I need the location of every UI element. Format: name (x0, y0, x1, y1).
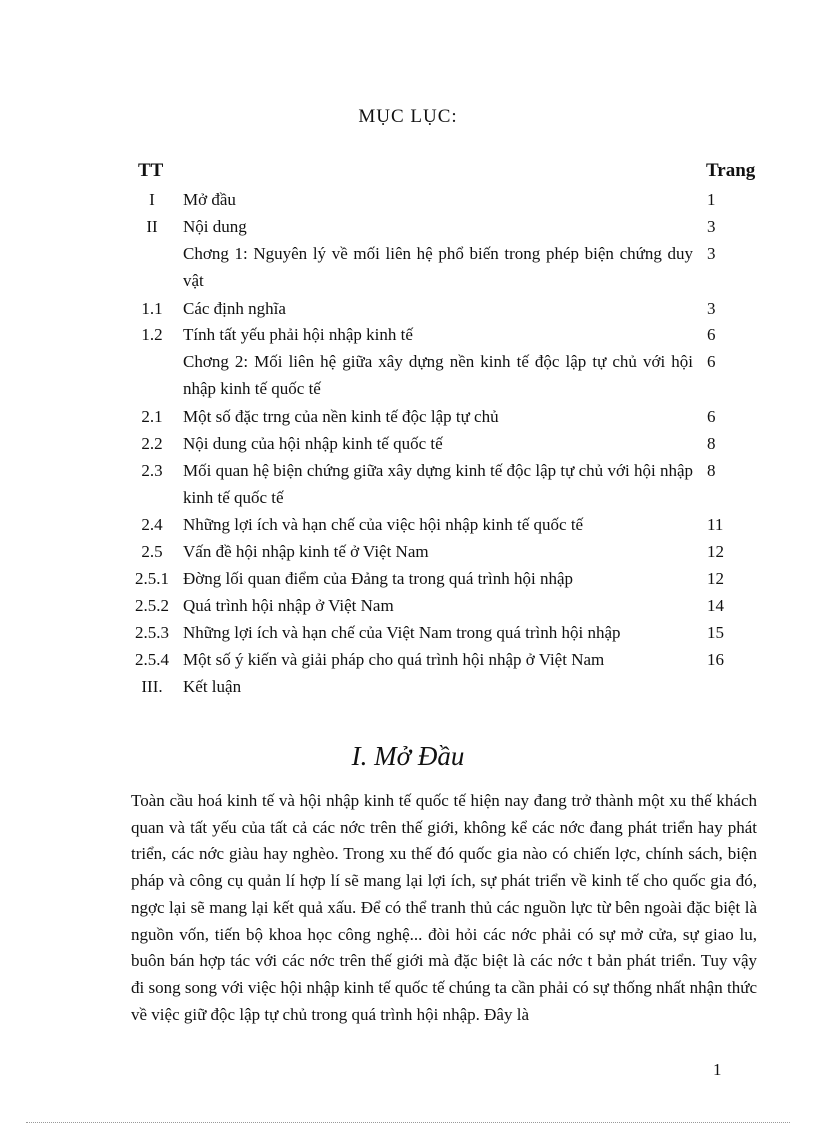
toc-number: 2.5.3 (135, 623, 169, 642)
toc-page: 8 (707, 461, 716, 480)
toc-number: I (149, 190, 155, 209)
body-paragraph: Toàn cầu hoá kinh tế và hội nhập kinh tế quốc tế hiện nay đang trở thành một xu thế khách quan và tất yếu của tất cả các nớc trên thế giới, không kể các nớc đang phát triển hay phát triển, các nớc giàu hay nghèo. Trong xu thế đó quốc gia nào có chiến lợc, chính sách, biện pháp và công cụ quản lí hợp lí sẽ mang lại lợi ích, sự phát triển về kinh tế cho quốc gia đó, ngợc lại sẽ mang lại kết quả xấu. Để có thể tranh thủ các nguồn lực từ bên ngoài đặc biệt là nguồn vốn, tiến bộ khoa học công nghệ... đòi hỏi các nớc phải có sự mở cửa, sự giao lu, buôn bán hợp tác với các nớc trên thế giới mà đặc biệt là các nớc t bản phát triển. Tuy vậy đi song song với việc hội nhập kinh tế quốc tế chúng ta cần phải có sự thống nhất nhận thức về việc giữ độc lập tự chủ trong quá trình hội nhập. Đây là (131, 791, 757, 1024)
toc-number: 1.1 (141, 299, 163, 318)
toc-text: Những lợi ích và hạn chế của việc hội nhập kinh tế quốc tế (183, 515, 584, 534)
toc-header-tt: TT (138, 160, 164, 181)
toc-text: Tính tất yếu phải hội nhập kinh tế (183, 325, 413, 344)
toc-number: 2.2 (141, 434, 163, 453)
toc-number: II (146, 217, 158, 236)
toc-number: III. (141, 677, 163, 696)
toc-number: 2.5.2 (135, 596, 169, 615)
toc-number: 2.5.4 (135, 650, 169, 669)
toc-page: 3 (707, 244, 716, 263)
toc-page: 12 (707, 569, 724, 588)
toc-page: 6 (707, 325, 716, 344)
toc-number: 2.4 (141, 515, 163, 534)
toc-text: Kết luận (183, 677, 242, 696)
toc-text: Các định nghĩa (183, 299, 286, 318)
toc-text: Những lợi ích và hạn chế của Việt Nam trong quá trình hội nhập (183, 623, 621, 642)
toc-page: 12 (707, 542, 724, 561)
toc-title: MỤC LỤC: (358, 106, 458, 127)
toc-number: 2.5 (141, 542, 163, 561)
toc-text: Chơng 2: Mối liên hệ giữa xây dựng nền kinh tế độc lập tự chủ với hội nhập kinh tế quốc tế (183, 352, 693, 398)
toc-page: 1 (707, 190, 716, 209)
toc-number: 2.3 (141, 461, 163, 480)
toc-page: 6 (707, 352, 716, 371)
toc-text: Mối quan hệ biện chứng giữa xây dựng kinh tế độc lập tự chủ với hội nhập kinh tế quốc tế (183, 461, 693, 507)
toc-page: 15 (707, 623, 724, 642)
toc-header-page: Trang (706, 160, 756, 181)
toc-text: Chơng 1: Nguyên lý về mối liên hệ phổ biến trong phép biện chứng duy vật (183, 244, 693, 290)
toc-text: Một số đặc trng của nền kinh tế độc lập tự chủ (183, 407, 499, 426)
toc-page: 14 (707, 596, 724, 615)
toc-text: Đờng lối quan điểm của Đảng ta trong quá trình hội nhập (183, 569, 573, 588)
toc-text: Nội dung (183, 217, 247, 236)
toc-number: 2.1 (141, 407, 163, 426)
toc-page: 8 (707, 434, 716, 453)
page-number: 1 (713, 1060, 722, 1079)
toc-number: 1.2 (141, 325, 163, 344)
toc-page: 11 (707, 515, 724, 534)
toc-text: Vấn đề hội nhập kinh tế ở Việt Nam (183, 542, 429, 561)
toc-page: 16 (707, 650, 724, 669)
toc-text: Mở đầu (183, 190, 236, 209)
toc-number: 2.5.1 (135, 569, 169, 588)
toc-page: 3 (707, 299, 716, 318)
toc-page: 6 (707, 407, 716, 426)
toc-page: 3 (707, 217, 716, 236)
section-heading: I. Mở Đầu (351, 741, 465, 771)
toc-text: Quá trình hội nhập ở Việt Nam (183, 596, 394, 615)
toc-text: Nội dung của hội nhập kinh tế quốc tế (183, 434, 443, 453)
toc-text: Một số ý kiến và giải pháp cho quá trình hội nhập ở Việt Nam (183, 650, 605, 669)
